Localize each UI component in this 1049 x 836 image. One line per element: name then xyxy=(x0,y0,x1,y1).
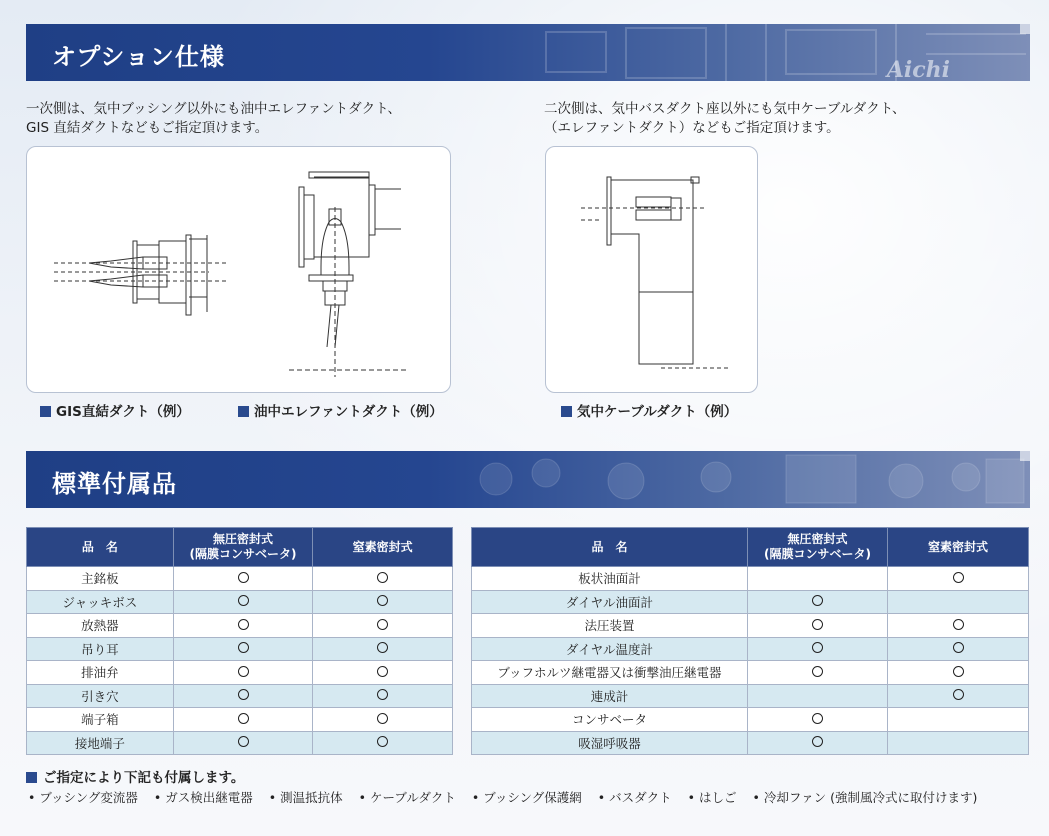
square-bullet-icon xyxy=(40,406,51,417)
circle-mark-icon xyxy=(377,689,388,700)
header-nitrogen: 窒素密封式 xyxy=(888,528,1029,567)
table-row xyxy=(27,614,453,638)
circle-mark-icon xyxy=(238,713,249,724)
item-name-cell: 連成計 xyxy=(472,684,748,708)
circle-mark-icon xyxy=(377,736,388,747)
table-row xyxy=(27,661,453,685)
non-pressure-cell xyxy=(173,637,313,661)
left-note: 一次側は、気中ブッシング以外にも油中エレファントダクト、 GIS 直結ダクトなどもご指定頂けます。 xyxy=(26,101,401,136)
circle-mark-icon xyxy=(377,713,388,724)
right-note: 二次側は、気中バスダクト座以外にも気中ケーブルダクト、 （エレファントダクト）などもご指定頂けます。 xyxy=(544,101,906,136)
circle-mark-icon xyxy=(238,595,249,606)
table-row xyxy=(27,708,453,732)
item-name-cell: 端子箱 xyxy=(27,708,174,732)
accessories-table-right xyxy=(471,527,1029,755)
caption-elephant-duct: 油中エレファントダクト（例） xyxy=(238,400,443,420)
non-pressure-cell xyxy=(747,637,887,661)
table-row xyxy=(472,684,1029,708)
table-row xyxy=(472,708,1029,732)
table-row xyxy=(27,731,453,755)
circle-mark-icon xyxy=(953,619,964,630)
specified-item: • 測温抵抗体 xyxy=(268,790,343,805)
table-row xyxy=(27,567,453,591)
non-pressure-cell xyxy=(173,661,313,685)
specified-items-list xyxy=(28,788,993,806)
circle-mark-icon xyxy=(812,713,823,724)
caption-cable-duct: 気中ケーブルダクト（例） xyxy=(561,400,737,420)
circle-mark-icon xyxy=(812,642,823,653)
circle-mark-icon xyxy=(377,619,388,630)
circle-mark-icon xyxy=(953,689,964,700)
item-name-cell: ダイヤル温度計 xyxy=(472,637,748,661)
nitrogen-cell xyxy=(888,590,1029,614)
header-non-pressure: 無圧密封式 (隔膜コンサベータ) xyxy=(747,528,887,567)
table-row xyxy=(27,590,453,614)
circle-mark-icon xyxy=(238,666,249,677)
non-pressure-cell xyxy=(747,567,887,591)
table-row xyxy=(27,684,453,708)
gis-duct-drawing xyxy=(49,227,229,347)
nitrogen-cell xyxy=(313,590,453,614)
circle-mark-icon xyxy=(812,619,823,630)
circle-mark-icon xyxy=(238,736,249,747)
nitrogen-cell xyxy=(313,614,453,638)
circle-mark-icon xyxy=(812,736,823,747)
item-name-cell: 吸湿呼吸器 xyxy=(472,731,748,755)
circle-mark-icon xyxy=(812,666,823,677)
aichi-logo: Aichi xyxy=(886,57,950,83)
non-pressure-cell xyxy=(747,614,887,638)
specified-item: • はしご xyxy=(687,790,737,805)
circle-mark-icon xyxy=(238,619,249,630)
cable-duct-panel xyxy=(545,146,758,393)
non-pressure-cell xyxy=(173,590,313,614)
non-pressure-cell xyxy=(747,661,887,685)
specified-item: • ケーブルダクト xyxy=(358,790,456,805)
non-pressure-cell xyxy=(747,590,887,614)
circle-mark-icon xyxy=(953,642,964,653)
item-name-cell: ブッフホルツ継電器又は衝撃油圧継電器 xyxy=(472,661,748,685)
circle-mark-icon xyxy=(377,666,388,677)
nitrogen-cell xyxy=(313,708,453,732)
nitrogen-cell xyxy=(313,731,453,755)
nitrogen-cell xyxy=(313,661,453,685)
item-name-cell: 法圧装置 xyxy=(472,614,748,638)
specified-item: • ガス検出継電器 xyxy=(153,790,253,805)
item-name-cell: 引き穴 xyxy=(27,684,174,708)
circle-mark-icon xyxy=(238,689,249,700)
table-row xyxy=(472,614,1029,638)
specified-item: • 冷却ファン (強制風冷式に取付けます) xyxy=(752,790,978,805)
non-pressure-cell xyxy=(173,614,313,638)
nitrogen-cell xyxy=(313,567,453,591)
non-pressure-cell xyxy=(747,708,887,732)
non-pressure-cell xyxy=(173,708,313,732)
nitrogen-cell xyxy=(888,567,1029,591)
nitrogen-cell xyxy=(313,684,453,708)
item-name-cell: ジャッキボス xyxy=(27,590,174,614)
accessories-table-left xyxy=(26,527,453,755)
table-row xyxy=(472,590,1029,614)
item-name-cell: 放熱器 xyxy=(27,614,174,638)
nitrogen-cell xyxy=(888,614,1029,638)
duct-drawings-panel xyxy=(26,146,451,393)
nitrogen-cell xyxy=(888,731,1029,755)
header-nitrogen: 窒素密封式 xyxy=(313,528,453,567)
circle-mark-icon xyxy=(812,595,823,606)
cable-duct-drawing xyxy=(581,172,761,382)
item-name-cell: コンサベータ xyxy=(472,708,748,732)
non-pressure-cell xyxy=(173,731,313,755)
circle-mark-icon xyxy=(377,595,388,606)
option-title: オプション仕様 xyxy=(52,43,225,71)
non-pressure-cell xyxy=(747,684,887,708)
circle-mark-icon xyxy=(238,642,249,653)
header-non-pressure: 無圧密封式 (隔膜コンサベータ) xyxy=(173,528,313,567)
header-name: 品 名 xyxy=(472,528,748,567)
elephant-duct-drawing xyxy=(289,167,429,382)
table-row xyxy=(472,731,1029,755)
table-row xyxy=(472,567,1029,591)
table-row xyxy=(472,661,1029,685)
option-banner xyxy=(26,24,1030,81)
non-pressure-cell xyxy=(747,731,887,755)
nitrogen-cell xyxy=(313,637,453,661)
nitrogen-cell xyxy=(888,661,1029,685)
nitrogen-cell xyxy=(888,684,1029,708)
square-bullet-icon xyxy=(238,406,249,417)
item-name-cell: 板状油面計 xyxy=(472,567,748,591)
circle-mark-icon xyxy=(953,666,964,677)
specified-item: • バスダクト xyxy=(597,790,672,805)
nitrogen-cell xyxy=(888,637,1029,661)
square-bullet-icon xyxy=(26,772,37,783)
square-bullet-icon xyxy=(561,406,572,417)
accessories-banner xyxy=(26,451,1030,508)
specified-item: • ブッシング保護網 xyxy=(471,790,582,805)
non-pressure-cell xyxy=(173,567,313,591)
table-row xyxy=(27,637,453,661)
circle-mark-icon xyxy=(953,572,964,583)
specified-title: ご指定により下記も付属します。 xyxy=(26,766,244,786)
accessories-title: 標準付属品 xyxy=(52,470,177,498)
non-pressure-cell xyxy=(173,684,313,708)
table-row xyxy=(472,637,1029,661)
header-name: 品 名 xyxy=(27,528,174,567)
item-name-cell: 吊り耳 xyxy=(27,637,174,661)
item-name-cell: ダイヤル油面計 xyxy=(472,590,748,614)
circle-mark-icon xyxy=(238,572,249,583)
item-name-cell: 主銘板 xyxy=(27,567,174,591)
nitrogen-cell xyxy=(888,708,1029,732)
specified-item: • ブッシング変流器 xyxy=(28,790,138,805)
caption-gis-duct: GIS直結ダクト（例） xyxy=(40,400,190,420)
circle-mark-icon xyxy=(377,642,388,653)
item-name-cell: 排油弁 xyxy=(27,661,174,685)
circle-mark-icon xyxy=(377,572,388,583)
item-name-cell: 接地端子 xyxy=(27,731,174,755)
